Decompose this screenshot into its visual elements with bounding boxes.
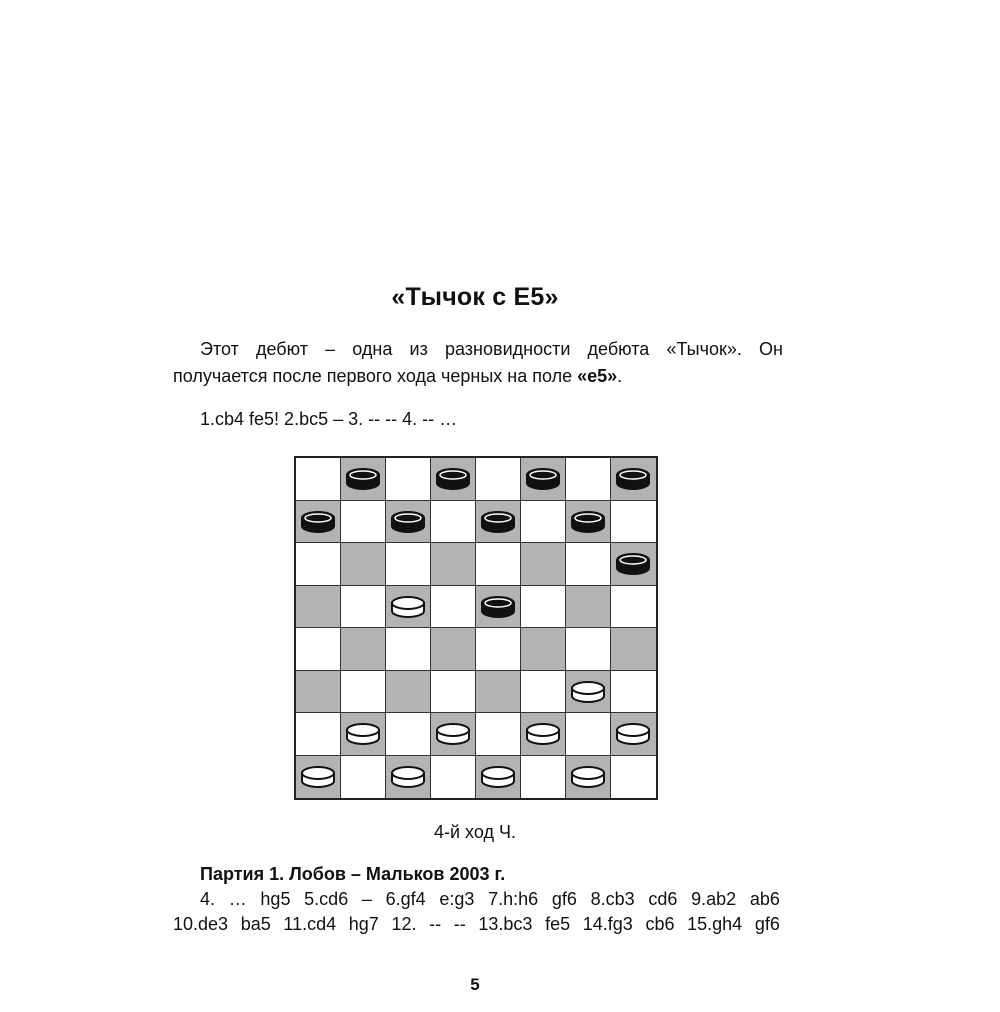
board-square xyxy=(341,501,386,544)
board-square xyxy=(431,628,476,671)
board-square xyxy=(341,671,386,714)
intro-text-end: . xyxy=(617,366,623,386)
board-square xyxy=(386,458,431,501)
board-square xyxy=(476,586,521,629)
game-move-token: 15.gh4 xyxy=(687,914,743,934)
board-square xyxy=(296,628,341,671)
board-square xyxy=(341,586,386,629)
board-square xyxy=(566,543,611,586)
board-square xyxy=(611,756,656,799)
board-square xyxy=(386,543,431,586)
game-move-token: fe5 xyxy=(545,914,571,934)
board-square xyxy=(386,671,431,714)
white-checker-icon xyxy=(435,722,471,746)
board-square xyxy=(386,713,431,756)
board-square xyxy=(476,628,521,671)
board-square xyxy=(611,458,656,501)
board-square xyxy=(521,671,566,714)
black-checker-icon xyxy=(525,467,561,491)
game-move-token: – xyxy=(361,889,372,909)
intro-bold-square: «е5» xyxy=(577,366,618,386)
board-square xyxy=(296,458,341,501)
board-square xyxy=(611,628,656,671)
game-title: Партия 1. Лобов – Мальков 2003 г. xyxy=(200,864,506,884)
game-move-token: cd6 xyxy=(648,889,678,909)
board-square xyxy=(341,756,386,799)
game-move-token: 13.bc3 xyxy=(478,914,533,934)
board-square xyxy=(476,713,521,756)
board-square xyxy=(296,586,341,629)
white-checker-icon xyxy=(570,765,606,789)
board-square xyxy=(521,501,566,544)
board-square xyxy=(386,628,431,671)
board-square xyxy=(386,501,431,544)
board-square xyxy=(476,458,521,501)
board-square xyxy=(566,671,611,714)
board-square xyxy=(521,458,566,501)
white-checker-icon xyxy=(570,680,606,704)
game-moves-line-1 xyxy=(200,889,780,910)
board-square xyxy=(566,628,611,671)
board-square xyxy=(431,586,476,629)
game-move-token: ab6 xyxy=(749,889,780,909)
board-square xyxy=(476,671,521,714)
game-moves-line-2 xyxy=(173,914,780,935)
black-checker-icon xyxy=(480,510,516,534)
board-square xyxy=(341,458,386,501)
white-checker-icon xyxy=(390,595,426,619)
board-caption: 4-й ход Ч. xyxy=(434,822,516,842)
board-square xyxy=(566,501,611,544)
board-square xyxy=(296,713,341,756)
game-move-token: e:g3 xyxy=(439,889,475,909)
board-square xyxy=(431,501,476,544)
game-move-token: gf6 xyxy=(754,914,780,934)
white-checker-icon xyxy=(615,722,651,746)
board-square xyxy=(341,713,386,756)
black-checker-icon xyxy=(390,510,426,534)
board-square xyxy=(431,756,476,799)
game-move-token: 5.cd6 xyxy=(304,889,349,909)
board-square xyxy=(566,713,611,756)
black-checker-icon xyxy=(435,467,471,491)
board-square xyxy=(431,543,476,586)
game-move-token: 9.ab2 xyxy=(691,889,737,909)
board-square xyxy=(611,543,656,586)
intro-paragraph xyxy=(173,336,783,390)
intro-text: Этот дебют – одна из разновидности дебюта «Тычок». Он получается после первого хода черных на поле xyxy=(173,339,783,386)
board-square xyxy=(431,458,476,501)
section-title: «Тычок с Е5» xyxy=(391,283,559,311)
board-square xyxy=(521,543,566,586)
game-move-token: 6.gf4 xyxy=(385,889,426,909)
game-move-token: -- xyxy=(453,914,466,934)
board-square xyxy=(431,713,476,756)
game-move-token: 7.h:h6 xyxy=(488,889,539,909)
white-checker-icon xyxy=(390,765,426,789)
game-move-token: 8.cb3 xyxy=(590,889,635,909)
black-checker-icon xyxy=(345,467,381,491)
game-move-token: 12. xyxy=(391,914,417,934)
opening-moves: 1.cb4 fe5! 2.bc5 – 3. -- -- 4. -- … xyxy=(200,409,458,429)
board-square xyxy=(296,756,341,799)
board-square xyxy=(566,458,611,501)
game-move-token: cb6 xyxy=(645,914,675,934)
board-square xyxy=(296,543,341,586)
black-checker-icon xyxy=(300,510,336,534)
board-square xyxy=(611,713,656,756)
game-move-token: 11.cd4 xyxy=(283,914,337,934)
board-square xyxy=(296,501,341,544)
board-square xyxy=(566,586,611,629)
game-move-token: hg5 xyxy=(260,889,291,909)
game-move-token: gf6 xyxy=(551,889,577,909)
board-square xyxy=(386,756,431,799)
page-number: 5 xyxy=(470,975,480,994)
black-checker-icon xyxy=(615,467,651,491)
black-checker-icon xyxy=(570,510,606,534)
board-square xyxy=(611,671,656,714)
board-square xyxy=(521,713,566,756)
board-square xyxy=(296,671,341,714)
game-move-token: hg7 xyxy=(348,914,379,934)
white-checker-icon xyxy=(480,765,516,789)
board-square xyxy=(611,586,656,629)
board-square xyxy=(521,756,566,799)
game-move-token: 14.fg3 xyxy=(582,914,633,934)
game-move-token: ba5 xyxy=(240,914,271,934)
board-square xyxy=(521,628,566,671)
board-square xyxy=(386,586,431,629)
board-square xyxy=(476,501,521,544)
board-square xyxy=(521,586,566,629)
board-square xyxy=(431,671,476,714)
board-square xyxy=(341,543,386,586)
board-square xyxy=(611,501,656,544)
white-checker-icon xyxy=(525,722,561,746)
board-square xyxy=(476,543,521,586)
board-square xyxy=(476,756,521,799)
game-move-token: … xyxy=(228,889,247,909)
board-square xyxy=(341,628,386,671)
game-move-token: 10.de3 xyxy=(173,914,229,934)
white-checker-icon xyxy=(345,722,381,746)
game-move-token: 4. xyxy=(200,889,216,909)
board-square xyxy=(566,756,611,799)
checkers-board xyxy=(294,456,658,800)
game-move-token: -- xyxy=(429,914,442,934)
black-checker-icon xyxy=(480,595,516,619)
black-checker-icon xyxy=(615,552,651,576)
white-checker-icon xyxy=(300,765,336,789)
